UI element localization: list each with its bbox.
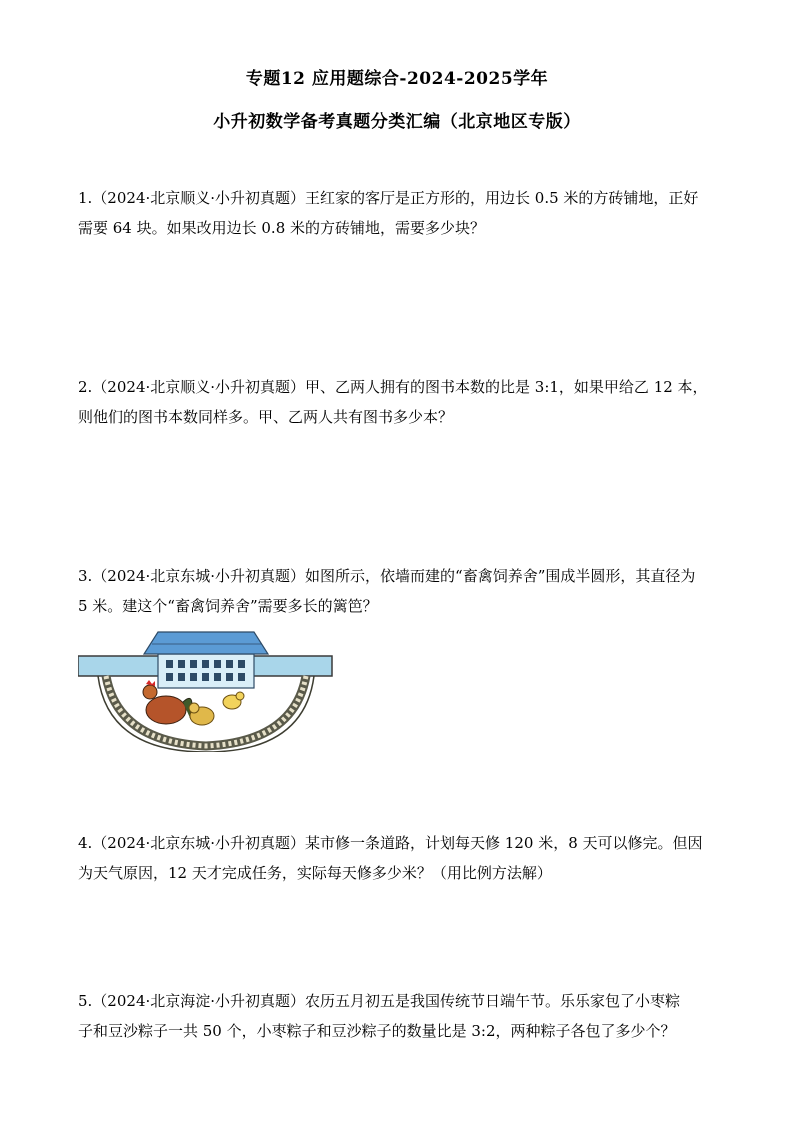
question-5-line1: 5.（2024·北京海淀·小升初真题）农历五月初五是我国传统节日端午节。乐乐家包了小枣粽: [78, 992, 681, 1010]
question-4-line2: 为天气原因，12 天才完成任务，实际每天修多少米？（用比例方法解）: [78, 864, 552, 882]
question-2-line2: 则他们的图书本数同样多。甲、乙两人共有图书多少本？: [78, 408, 454, 426]
question-3-line2: 5 米。建这个“畜禽饲养舍”需要多长的篱笆？: [78, 597, 378, 615]
question-2-line1: 2.（2024·北京顺义·小升初真题）甲、乙两人拥有的图书本数的比是 3:1，如果甲给乙 12 本，: [78, 378, 708, 396]
building-icon: [144, 632, 268, 688]
question-3-line1: 3.（2024·北京东城·小升初真题）如图所示，依墙而建的“畜禽饲养舍”围成半圆形，其直径为: [78, 567, 696, 585]
question-1-line1: 1.（2024·北京顺义·小升初真题）王红家的客厅是正方形的，用边长 0.5 米的方砖铺地，正好: [78, 189, 699, 207]
question-5-line2: 子和豆沙粽子一共 50 个，小枣粽子和豆沙粽子的数量比是 3:2，两种粽子各包了多少个？: [78, 1022, 676, 1040]
document-title-line2: 小升初数学备考真题分类汇编（北京地区专版）: [213, 112, 581, 132]
question-3: [78, 561, 723, 621]
question-5: [78, 986, 723, 1046]
question-4: [78, 828, 723, 888]
poultry-house-illustration: [78, 630, 336, 752]
document-title-line1: 专题12 应用题综合-2024-2025学年: [245, 69, 549, 89]
question-2: [78, 372, 723, 432]
question-1-line2: 需要 64 块。如果改用边长 0.8 米的方砖铺地，需要多少块？: [78, 219, 486, 237]
question-4-line1: 4.（2024·北京东城·小升初真题）某市修一条道路，计划每天修 120 米，8 天可以修完。但因: [78, 834, 703, 852]
question-1: [78, 183, 723, 243]
hen-icon: [189, 692, 244, 725]
